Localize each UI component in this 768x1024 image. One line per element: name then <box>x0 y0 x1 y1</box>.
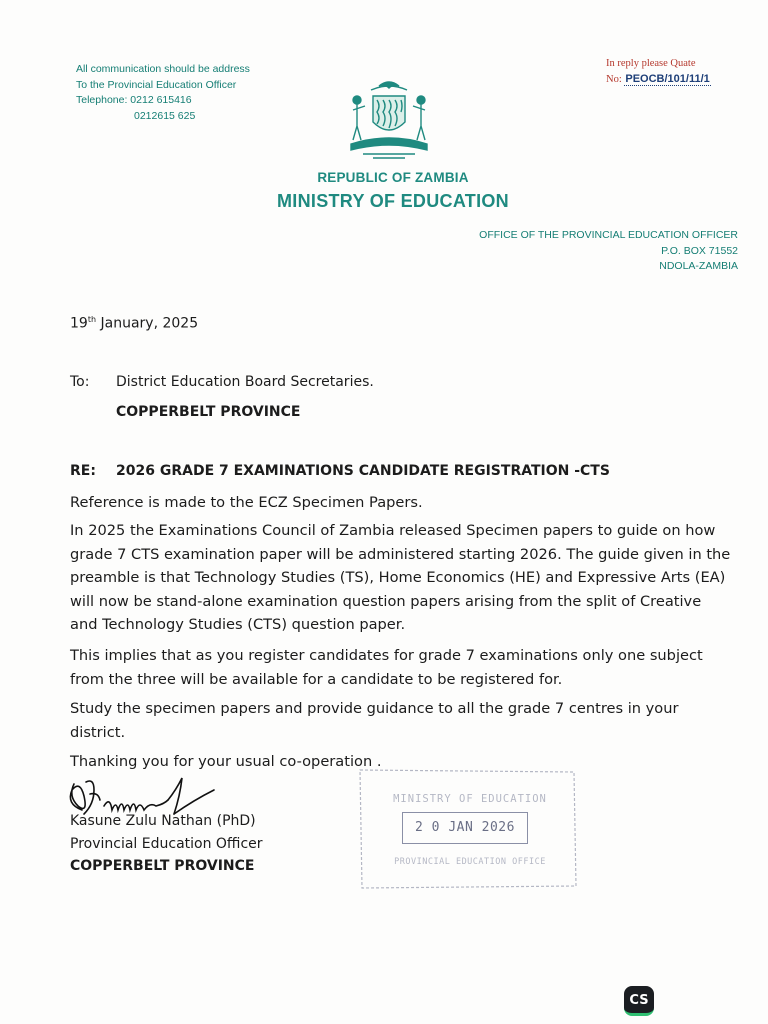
correspondence-line: All communication should be address <box>76 63 250 75</box>
correspondence-line: To the Provincial Education Officer <box>76 78 237 91</box>
signatory-name: Kasune Zulu Nathan (PhD) <box>70 813 256 829</box>
to-label: To: <box>70 374 90 390</box>
subject-line: 2026 GRADE 7 EXAMINATIONS CANDIDATE REGISTRATION -CTS <box>116 463 610 479</box>
stamp-date: 2 0 JAN 2026 <box>402 812 528 844</box>
correspondence-info <box>76 62 250 124</box>
subject-label: RE: <box>70 463 96 479</box>
reference-line <box>606 73 756 85</box>
stamp-bottom-text: PROVINCIAL EDUCATION OFFICE <box>394 857 546 867</box>
telephone-line-2: 0212615 625 <box>134 109 196 122</box>
reply-label: In reply please Quate <box>606 58 696 69</box>
signatory-province: COPPERBELT PROVINCE <box>70 858 255 874</box>
scanner-app-badge: CS <box>624 986 654 1016</box>
ministry-heading: MINISTRY OF EDUCATION <box>277 191 509 211</box>
paragraph-guidance: Study the specimen papers and provide guidance to all the grade 7 centres in your district. <box>70 700 679 741</box>
reference-number: PEOCB/101/11/1 <box>625 73 710 85</box>
date-day: 19 <box>70 315 88 332</box>
telephone-line: Telephone: 0212 615416 <box>76 94 192 106</box>
recipient: District Education Board Secretaries. <box>116 374 374 390</box>
letter-date <box>70 315 730 332</box>
paragraph-reference: Reference is made to the ECZ Specimen Papers. <box>70 494 423 511</box>
paragraph-specimen: In 2025 the Examinations Council of Zambia released Specimen papers to guide on how grade 7 CTS examination paper will be administered starting 2026. The guide given in the preamble is that Technology Studies (TS), Home Economics (HE) and Expressive Arts (EA) will now be stand-alone examination question papers arising from the split of Creative and Technology Studies (CTS) question paper. <box>70 522 731 633</box>
signatory-title: Provincial Education Officer <box>70 836 263 852</box>
stamp-top-text: MINISTRY OF EDUCATION <box>393 793 547 805</box>
office-address <box>479 228 738 275</box>
office-line: OFFICE OF THE PROVINCIAL EDUCATION OFFICER <box>479 229 738 241</box>
date-rest: January, 2025 <box>96 315 199 332</box>
republic-heading: REPUBLIC OF ZAMBIA <box>317 170 469 185</box>
city-line: NDOLA-ZAMBIA <box>659 260 738 272</box>
reference-block <box>606 58 756 85</box>
po-box-line: P.O. BOX 71552 <box>661 244 738 257</box>
date-suffix: th <box>87 315 97 324</box>
paragraph-implication: This implies that as you register candidates for grade 7 examinations only one subject from the three will be available for a candidate to be registered for. <box>70 647 703 688</box>
coat-of-arms-icon <box>343 76 435 164</box>
recipient-province: COPPERBELT PROVINCE <box>116 404 301 420</box>
paragraph-thanks: Thanking you for your usual co-operation . <box>70 753 382 770</box>
reference-prefix: No: <box>606 74 622 85</box>
